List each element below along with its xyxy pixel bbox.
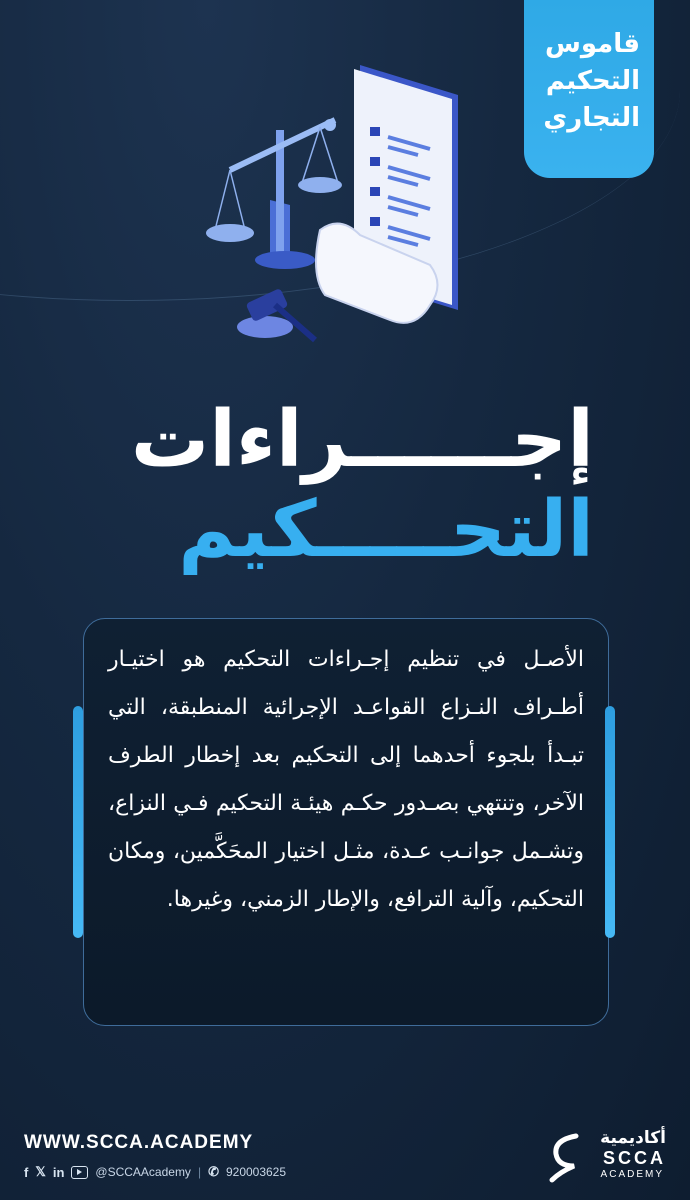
x-icon[interactable]: 𝕏: [35, 1164, 46, 1179]
website-link[interactable]: WWW.SCCA.ACADEMY: [24, 1132, 254, 1153]
social-links: [24, 1163, 286, 1181]
checklist-document-icon: [316, 65, 458, 323]
title-line-1: إجــــــراءات: [130, 395, 594, 485]
facebook-icon[interactable]: f: [24, 1164, 29, 1180]
logo-arabic: أكاديمية: [600, 1128, 666, 1148]
phone-number: 920003625: [225, 1165, 287, 1179]
footer-separator: |: [197, 1165, 202, 1179]
card-left-accent: [73, 706, 83, 938]
scca-logo-mark-icon: [546, 1132, 582, 1184]
youtube-icon[interactable]: [71, 1166, 88, 1179]
title-line-2: التحـــــكيم: [178, 485, 594, 575]
phone-icon: ✆: [208, 1164, 219, 1179]
card-right-accent: [605, 706, 615, 938]
linkedin-icon[interactable]: in: [52, 1164, 65, 1180]
tag-line-2: التحكيم: [545, 66, 640, 96]
logo-academy: ACADEMY: [600, 1169, 664, 1180]
social-handle: @SCCAAcademy: [95, 1165, 191, 1179]
scales-document-illustration: [190, 55, 490, 355]
logo-english: SCCA: [602, 1148, 666, 1168]
gavel-icon: [237, 288, 315, 340]
tag-line-1: قاموس: [544, 29, 640, 59]
tag-line-3: التجاري: [543, 103, 640, 133]
scca-academy-logo: [546, 1128, 666, 1186]
series-tag: [524, 0, 654, 178]
definition-text: الأصـل في تنظيم إجـراءات التحكيم هو اختيـار أطـراف النـزاع القواعـد الإجرائية المنطبقة، التي تبـدأ بلجوء أحدهما إلى التحكيم بعد إخطار الطرف الآخر، وتنتهي بصـدور حكـم هيئـة التحكيم فـي النزاع، وتشـمل جوانـب عـدة، مثـل اختيار المحَكَّمين، ومكان التحكيم، وآلية الترافع، والإطار الزمني، وغيرها.: [108, 647, 584, 912]
